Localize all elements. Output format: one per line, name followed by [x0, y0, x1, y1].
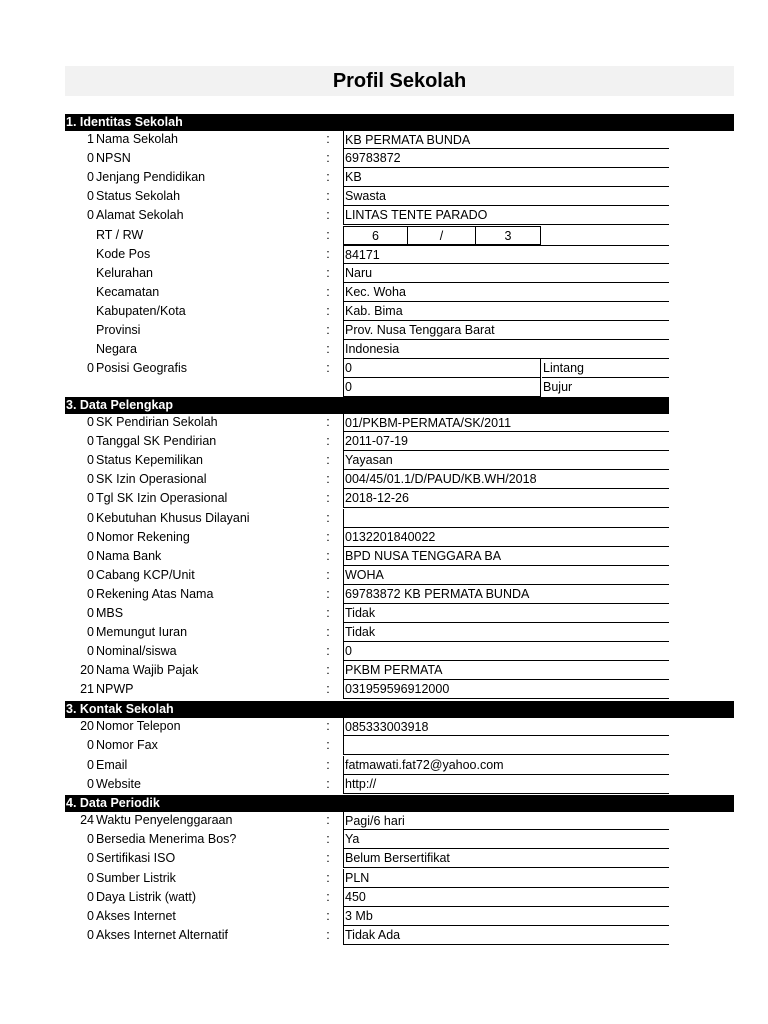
- table-row: [65, 680, 734, 699]
- bujur-label: Bujur: [543, 380, 573, 394]
- field-label: Akses Internet Alternatif: [96, 928, 229, 943]
- table-row: [65, 775, 734, 794]
- table-row: [65, 489, 734, 508]
- section-header-pelengkap: 3. Data Pelengkap: [65, 397, 669, 414]
- colon: :: [326, 776, 330, 791]
- colon: :: [326, 757, 330, 772]
- field-label: Kode Pos: [96, 247, 151, 261]
- row-number: 0: [87, 548, 94, 563]
- field-value: 2011-07-19: [343, 432, 669, 451]
- colon: :: [326, 453, 330, 468]
- field-label: Kebutuhan Khusus Dilayani: [96, 510, 250, 525]
- colon: :: [326, 304, 330, 318]
- row-number: 24: [80, 813, 94, 827]
- row-rt-rw: [65, 226, 734, 245]
- field-value: Tidak Ada: [343, 926, 669, 945]
- field-value: LINTAS TENTE PARADO: [343, 206, 669, 225]
- field-label: Cabang KCP/Unit: [96, 567, 195, 582]
- colon: :: [326, 738, 330, 753]
- field-value: 84171: [343, 245, 669, 264]
- row-number: 0: [87, 606, 94, 620]
- row-number: 0: [87, 625, 94, 640]
- row-number: 0: [87, 776, 94, 791]
- field-value: Belum Bersertifikat: [343, 849, 669, 868]
- row-number: 0: [87, 208, 94, 222]
- field-label: Website: [96, 776, 141, 791]
- field-label: Nomor Fax: [96, 738, 158, 753]
- table-row: [65, 528, 734, 547]
- row-number: 0: [87, 510, 94, 525]
- row-number: 0: [87, 189, 94, 203]
- field-label: NPWP: [96, 682, 134, 697]
- field-value: Yayasan: [343, 451, 669, 470]
- rt-value: 6: [343, 226, 408, 245]
- colon: :: [326, 663, 330, 678]
- row-kode-pos: [65, 245, 734, 264]
- row-number: 0: [87, 453, 94, 468]
- field-label: Status Kepemilikan: [96, 453, 204, 468]
- field-label: Nama Wajib Pajak: [96, 663, 199, 678]
- table-row: [65, 547, 734, 566]
- field-value: Pagi/6 hari: [343, 811, 669, 830]
- field-label: Akses Internet: [96, 909, 176, 923]
- colon: :: [326, 266, 330, 280]
- table-row: [65, 926, 734, 945]
- table-row: [65, 585, 734, 604]
- row-number: 21: [80, 682, 94, 697]
- colon: :: [326, 832, 330, 847]
- field-label: SK Pendirian Sekolah: [96, 415, 218, 429]
- row-number: 0: [87, 644, 94, 659]
- field-value: [343, 736, 669, 755]
- rw-value: 3: [476, 226, 541, 245]
- row-number: 0: [87, 738, 94, 753]
- row-status-sekolah: [65, 187, 734, 206]
- field-label: Kelurahan: [96, 266, 153, 280]
- colon: :: [326, 548, 330, 563]
- field-label: Sumber Listrik: [96, 870, 176, 885]
- colon: :: [326, 928, 330, 943]
- field-label: Nominal/siswa: [96, 644, 177, 659]
- field-label: Kabupaten/Kota: [96, 304, 186, 318]
- field-label: Sertifikasi ISO: [96, 851, 176, 866]
- row-number: 0: [87, 757, 94, 772]
- field-value: PKBM PERMATA: [343, 661, 669, 680]
- lintang-label: Lintang: [542, 359, 669, 378]
- table-row: [65, 432, 734, 451]
- field-value: 0132201840022: [343, 528, 669, 547]
- row-posisi-bujur: [65, 378, 734, 397]
- table-row: [65, 907, 734, 926]
- table-row: [65, 642, 734, 661]
- row-kabupaten: [65, 302, 734, 321]
- colon: :: [326, 870, 330, 885]
- row-jenjang: [65, 168, 734, 187]
- colon: :: [326, 606, 330, 620]
- field-label-rtrw: RT / RW: [96, 228, 144, 242]
- field-label: Nama Sekolah: [96, 132, 178, 146]
- row-number: 0: [87, 170, 94, 184]
- field-label: NPSN: [96, 151, 131, 165]
- row-npsn: [65, 149, 734, 168]
- field-value: 69783872 KB PERMATA BUNDA: [343, 585, 669, 604]
- field-value: 450: [343, 888, 669, 907]
- field-label: Daya Listrik (watt): [96, 889, 197, 904]
- field-label: Tgl SK Izin Operasional: [96, 491, 228, 506]
- row-number: 0: [87, 434, 94, 449]
- field-label: Negara: [96, 342, 137, 356]
- row-number: 0: [87, 909, 94, 923]
- field-value: Kab. Bima: [343, 302, 669, 321]
- colon: :: [326, 361, 330, 375]
- field-value: Tidak: [343, 623, 669, 642]
- table-row: [65, 451, 734, 470]
- table-row: [65, 604, 734, 623]
- field-value: 3 Mb: [343, 907, 669, 926]
- row-number: 0: [87, 151, 94, 165]
- field-label: Provinsi: [96, 323, 141, 337]
- row-kecamatan: [65, 283, 734, 302]
- field-label: Alamat Sekolah: [96, 208, 184, 222]
- field-value: 01/PKBM-PERMATA/SK/2011: [343, 413, 669, 432]
- field-value: [343, 509, 669, 528]
- colon: :: [326, 323, 330, 337]
- colon: :: [326, 510, 330, 525]
- section-header-identitas: 1. Identitas Sekolah: [65, 114, 734, 131]
- field-label: Kecamatan: [96, 285, 160, 299]
- field-value: fatmawati.fat72@yahoo.com: [343, 756, 669, 775]
- colon: :: [326, 472, 330, 487]
- row-alamat: [65, 206, 734, 225]
- row-nama-sekolah: [65, 130, 734, 149]
- section-header-periodik: 4. Data Periodik: [65, 795, 734, 812]
- table-row: [65, 849, 734, 868]
- colon: :: [326, 813, 330, 827]
- row-kelurahan: [65, 264, 734, 283]
- field-label: Nomor Rekening: [96, 529, 190, 544]
- table-row: [65, 888, 734, 907]
- field-label: Waktu Penyelenggaraan: [96, 813, 233, 827]
- field-label: SK Izin Operasional: [96, 472, 207, 487]
- colon: :: [326, 228, 330, 242]
- row-number: 0: [87, 529, 94, 544]
- lintang-value: 0: [343, 359, 541, 378]
- colon: :: [326, 719, 330, 733]
- row-number: 0: [87, 832, 94, 847]
- field-value: WOHA: [343, 566, 669, 585]
- field-value: Tidak: [343, 604, 669, 623]
- field-label: Memungut Iuran: [96, 625, 188, 640]
- row-number: 0: [87, 851, 94, 866]
- page-title: Profil Sekolah: [332, 70, 467, 92]
- table-row: [65, 566, 734, 585]
- colon: :: [326, 151, 330, 165]
- field-label: Email: [96, 757, 128, 772]
- field-value: 031959596912000: [343, 680, 669, 699]
- colon: :: [326, 285, 330, 299]
- colon: :: [326, 586, 330, 601]
- colon: :: [326, 491, 330, 506]
- field-value: Prov. Nusa Tenggara Barat: [343, 321, 669, 340]
- table-row: [65, 717, 734, 736]
- table-row: [65, 811, 734, 830]
- colon: :: [326, 889, 330, 904]
- field-value: Naru: [343, 264, 669, 283]
- field-value: 69783872: [343, 149, 669, 168]
- field-label: Nama Bank: [96, 548, 162, 563]
- row-number: 20: [80, 663, 94, 678]
- row-posisi-lintang: [65, 359, 734, 378]
- row-provinsi: [65, 321, 734, 340]
- row-number: 0: [87, 491, 94, 506]
- colon: :: [326, 625, 330, 640]
- colon: :: [326, 415, 330, 429]
- colon: :: [326, 132, 330, 146]
- field-label: Posisi Geografis: [96, 361, 188, 375]
- rt-rw-separator: /: [408, 226, 476, 245]
- field-value: 0: [343, 642, 669, 661]
- field-label: Rekening Atas Nama: [96, 586, 214, 601]
- table-row: [65, 830, 734, 849]
- field-label: MBS: [96, 606, 124, 620]
- bujur-value: 0: [343, 378, 541, 397]
- table-row: [65, 413, 734, 432]
- colon: :: [326, 208, 330, 222]
- field-value: 2018-12-26: [343, 489, 669, 508]
- table-row: [65, 756, 734, 775]
- colon: :: [326, 342, 330, 356]
- colon: :: [326, 529, 330, 544]
- row-negara: [65, 340, 734, 359]
- field-value: Swasta: [343, 187, 669, 206]
- section-header-kontak: 3. Kontak Sekolah: [65, 701, 734, 718]
- field-value: Ya: [343, 830, 669, 849]
- row-number: 0: [87, 472, 94, 487]
- field-value: BPD NUSA TENGGARA BA: [343, 547, 669, 566]
- row-number: 0: [87, 889, 94, 904]
- field-value: http://: [343, 775, 669, 794]
- row-number: 20: [80, 719, 94, 733]
- colon: :: [326, 909, 330, 923]
- table-row: [65, 509, 734, 528]
- table-row: [65, 470, 734, 489]
- table-row: [65, 869, 734, 888]
- row-number: 1: [87, 132, 94, 146]
- row-number: 0: [87, 870, 94, 885]
- colon: :: [326, 189, 330, 203]
- field-value: PLN: [343, 869, 669, 888]
- field-label: Nomor Telepon: [96, 719, 181, 733]
- row-number: 0: [87, 567, 94, 582]
- row-number: 0: [87, 361, 94, 375]
- field-label: Bersedia Menerima Bos?: [96, 832, 237, 847]
- row-number: 0: [87, 415, 94, 429]
- field-label: Jenjang Pendidikan: [96, 170, 206, 184]
- colon: :: [326, 851, 330, 866]
- colon: :: [326, 247, 330, 261]
- colon: :: [326, 567, 330, 582]
- field-label: Status Sekolah: [96, 189, 181, 203]
- colon: :: [326, 644, 330, 659]
- field-value: Kec. Woha: [343, 283, 669, 302]
- field-value: KB: [343, 168, 669, 187]
- field-value: 004/45/01.1/D/PAUD/KB.WH/2018: [343, 470, 669, 489]
- colon: :: [326, 682, 330, 697]
- row-number: 0: [87, 928, 94, 943]
- colon: :: [326, 434, 330, 449]
- field-value: KB PERMATA BUNDA: [343, 130, 669, 149]
- colon: :: [326, 170, 330, 184]
- table-row: [65, 623, 734, 642]
- field-value: Indonesia: [343, 340, 669, 359]
- field-label: Tanggal SK Pendirian: [96, 434, 217, 449]
- row-number: 0: [87, 586, 94, 601]
- field-value: 085333003918: [343, 717, 669, 736]
- table-row: [65, 736, 734, 755]
- table-row: [65, 661, 734, 680]
